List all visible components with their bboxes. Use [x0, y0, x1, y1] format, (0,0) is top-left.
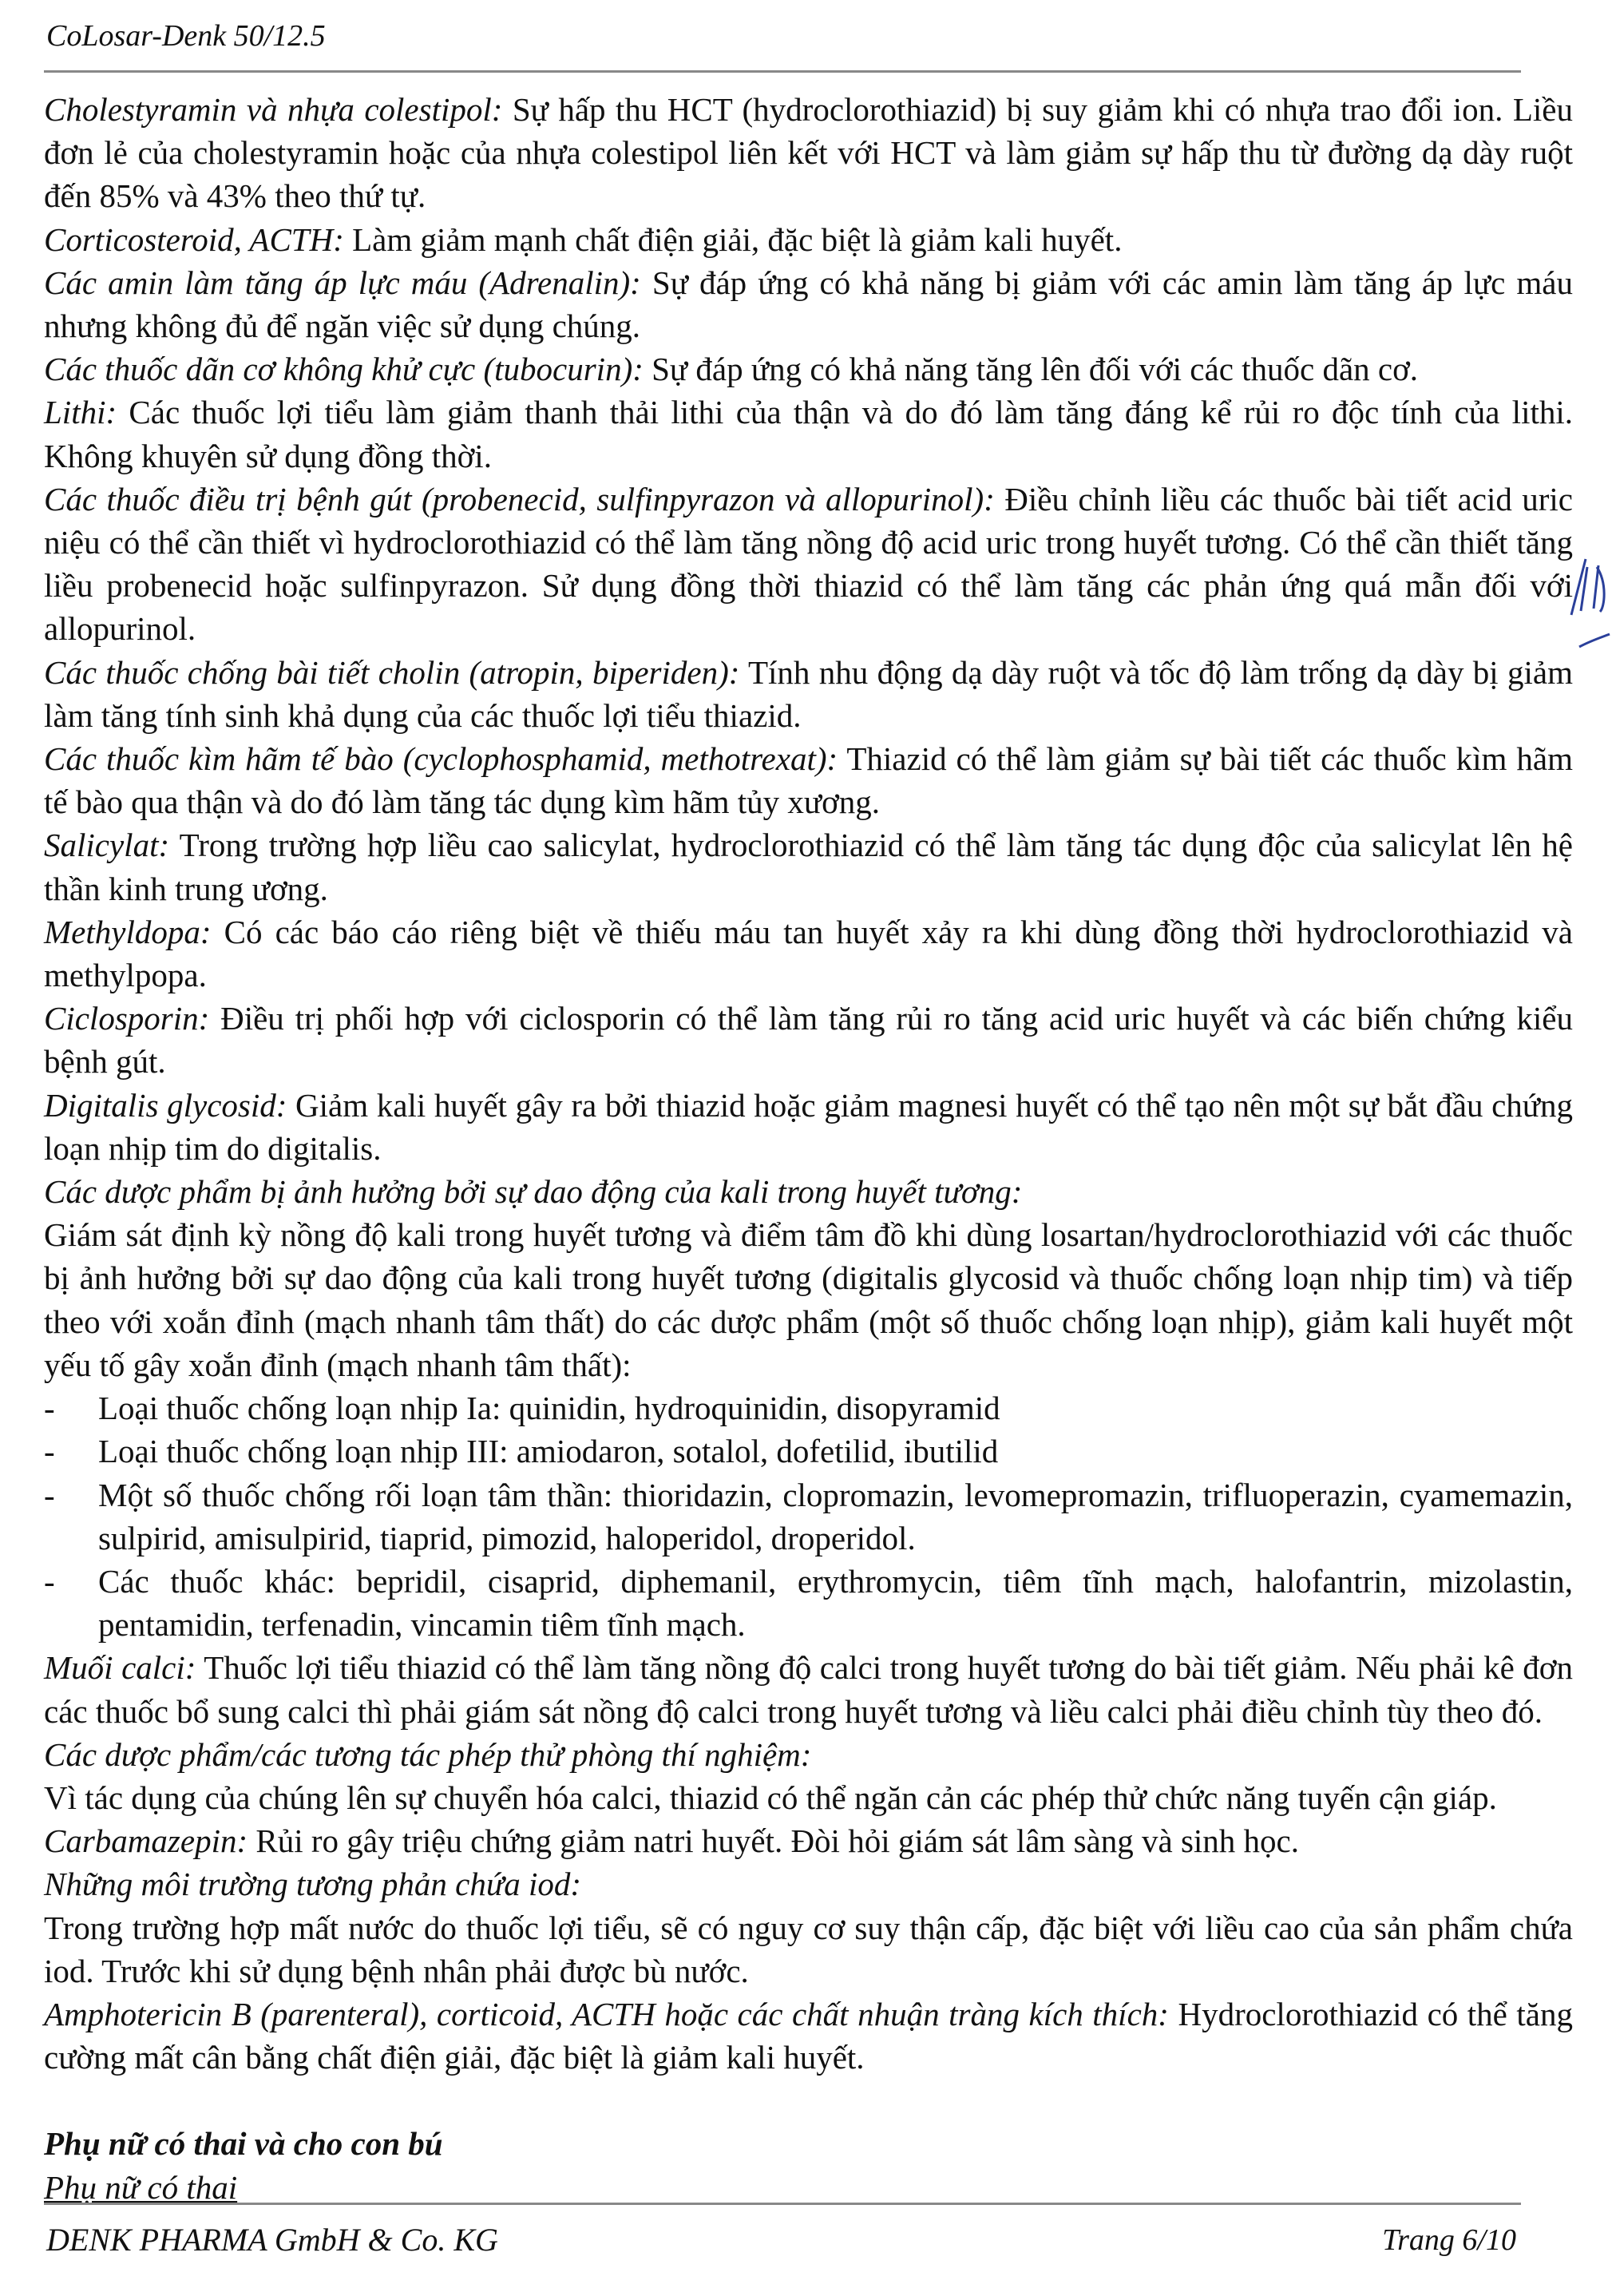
- paragraph-label: Cholestyramin và nhựa colestipol:: [44, 91, 503, 128]
- interaction-paragraph: [44, 910, 1573, 997]
- interaction-paragraph: [44, 478, 1573, 651]
- interaction-paragraph: [44, 261, 1573, 347]
- list-item: [44, 1560, 1573, 1646]
- paragraph-text: Thuốc lợi tiểu thiazid có thể làm tăng nồng độ calci trong huyết tương do bài tiết giảm. Nếu phải kê đơn các thuốc bổ sung calci thì phải giám sát nồng độ calci trong huyết tương và liều calci phải điều chỉnh tùy theo đó.: [44, 1649, 1573, 1730]
- paragraph-text: Giảm kali huyết gây ra bởi thiazid hoặc giảm magnesi huyết có thể tạo nên một sự bắt đầu chứng loạn nhịp tim do digitalis.: [44, 1086, 1574, 1167]
- paragraph-text: Sự đáp ứng có khả năng bị giảm với các amin làm tăng áp lực máu nhưng không đủ để ngăn việc sử dụng chúng.: [44, 264, 1573, 345]
- paragraph-label: Các thuốc dãn cơ không khử cực (tubocurin):: [44, 351, 644, 388]
- paragraph-label: Methyldopa:: [44, 913, 212, 950]
- amphotericin-paragraph: [44, 1993, 1573, 2079]
- carbamazepin-paragraph: [44, 1819, 1573, 1862]
- paragraph-text: Tính nhu động dạ dày ruột và tốc độ làm trống dạ dày bị giảm làm tăng tính sinh khả dụng của các thuốc lợi tiểu thiazid.: [44, 653, 1573, 734]
- iodine-section-heading: Những môi trường tương phản chứa iod:: [44, 1866, 582, 1903]
- paragraph-label: Ciclosporin:: [44, 1000, 210, 1037]
- list-item-text: Loại thuốc chống loạn nhịp III: amiodaron, sotalol, dofetilid, ibutilid: [98, 1433, 999, 1470]
- paragraph-text: Sự đáp ứng có khả năng tăng lên đối với các thuốc dãn cơ.: [643, 351, 1419, 388]
- paragraph-label: Các amin làm tăng áp lực máu (Adrenalin):: [44, 264, 641, 301]
- footer-rule: [44, 2203, 1521, 2205]
- paragraph-label: Corticosteroid, ACTH:: [44, 220, 344, 258]
- paragraph-text: Rủi ro gây triệu chứng giảm natri huyết. Đòi hỏi giám sát lâm sàng và sinh học.: [248, 1822, 1299, 1860]
- interaction-paragraph: [44, 651, 1573, 737]
- list-dash: -: [44, 1433, 55, 1470]
- interaction-paragraph: [44, 737, 1573, 823]
- list-dash: -: [44, 1562, 55, 1600]
- list-item: [44, 1473, 1573, 1560]
- section-spacer: [44, 2079, 1573, 2122]
- paragraph-text: Hydroclorothiazid có thể tăng cường mất cân bằng chất điện giải, đặc biệt là giảm kali huyết.: [44, 1995, 1573, 2076]
- list-item: [44, 1430, 1573, 1473]
- interaction-paragraph: [44, 347, 1573, 391]
- paragraph-label: Carbamazepin:: [44, 1822, 248, 1860]
- interaction-paragraph: [44, 218, 1573, 261]
- lab-test-section-text: Vì tác dụng của chúng lên sự chuyển hóa calci, thiazid có thể ngăn cản các phép thử chức năng tuyến cận giáp.: [44, 1779, 1497, 1816]
- iodine-section-text: Trong trường hợp mất nước do thuốc lợi tiểu, sẽ có nguy cơ suy thận cấp, đặc biệt với liều cao của sản phẩm chứa iod. Trước khi sử dụng bệnh nhân phải được bù nước.: [44, 1909, 1573, 1989]
- list-item-text: Một số thuốc chống rối loạn tâm thần: thioridazin, clopromazin, levomepromazin, trifluoperazin, cyamemazin, sulpirid, amisulpirid, tiaprid, pimozid, haloperidol, droperidol.: [98, 1476, 1573, 1556]
- interaction-paragraph: [44, 1084, 1573, 1170]
- interaction-paragraph: [44, 997, 1573, 1083]
- paragraph-label: Amphotericin B (parenteral), corticoid, ACTH hoặc các chất nhuận tràng kích thích:: [44, 1995, 1169, 2032]
- list-item-text: Loại thuốc chống loạn nhịp Ia: quinidin, hydroquinidin, disopyramid: [98, 1390, 1000, 1427]
- footer-page-number: Trang 6/10: [1382, 2223, 1516, 2257]
- list-dash: -: [44, 1476, 55, 1513]
- paragraph-text: Điều trị phối hợp với ciclosporin có thể làm tăng rủi ro tăng acid uric huyết và các biến chứng kiểu bệnh gút.: [44, 1000, 1573, 1081]
- paragraph-text: Trong trường hợp liều cao salicylat, hydroclorothiazid có thể làm tăng tác dụng độc của salicylat lên hệ thần kinh trung ương.: [44, 827, 1573, 907]
- interaction-paragraph: [44, 391, 1573, 477]
- interaction-paragraph-list: [44, 88, 1573, 1170]
- paragraph-label: Muối calci:: [44, 1649, 196, 1687]
- potassium-section-heading: Các dược phẩm bị ảnh hưởng bởi sự dao động của kali trong huyết tương:: [44, 1173, 1023, 1211]
- footer-company: DENK PHARMA GmbH & Co. KG: [46, 2222, 498, 2258]
- calcium-salt-paragraph: [44, 1646, 1573, 1732]
- paragraph-text: Làm giảm mạnh chất điện giải, đặc biệt là giảm kali huyết.: [343, 220, 1123, 258]
- list-dash: -: [44, 1390, 55, 1427]
- interaction-paragraph: [44, 88, 1573, 218]
- interaction-paragraph: [44, 823, 1573, 910]
- paragraph-text: Sự hấp thu HCT (hydroclorothiazid) bị suy giảm khi có nhựa trao đổi ion. Liều đơn lẻ của cholestyramin hoặc của nhựa colestipol liên kết với HCT và làm giảm sự hấp thu từ đường dạ dày ruột đến 85% và 43% theo thứ tự.: [44, 91, 1573, 215]
- paragraph-text: Các thuốc lợi tiểu làm giảm thanh thải lithi của thận và do đó làm tăng đáng kể rủi ro độc tính của lithi. Không khuyên sử dụng đồng thời.: [44, 394, 1573, 474]
- paragraph-text: Có các báo cáo riêng biệt về thiếu máu tan huyết xảy ra khi dùng đồng thời hydroclorothiazid và methylpopa.: [44, 913, 1573, 994]
- paragraph-label: Digitalis glycosid:: [44, 1086, 287, 1124]
- paragraph-text: Điều chỉnh liều các thuốc bài tiết acid uric niệu có thể cần thiết vì hydroclorothiazid có thể làm tăng nồng độ acid uric trong huyết tương. Có thể cần thiết tăng liều probenecid hoặc sulfinpyrazon. Sử dụng đồng thời thiazid có thể làm tăng các phản ứng quá mẫn đối với allopurinol.: [44, 480, 1573, 648]
- potassium-section-intro: Giám sát định kỳ nồng độ kali trong huyết tương và điểm tâm đồ khi dùng losartan/hydroclorothiazid với các thuốc bị ảnh hưởng bởi sự dao động của kali trong huyết tương (digitalis glycosid và thuốc chống loạn nhịp tim) và tiếp theo với xoắn đỉnh (mạch nhanh tâm thất) do các dược phẩm (một số thuốc chống loạn nhịp), giảm kali huyết một yếu tố gây xoắn đỉnh (mạch nhanh tâm thất):: [44, 1216, 1573, 1383]
- paragraph-label: Các thuốc điều trị bệnh gút (probenecid, sulfinpyrazon và allopurinol):: [44, 480, 995, 517]
- pregnancy-section-title: Phụ nữ có thai và cho con bú: [44, 2125, 443, 2163]
- paragraph-label: Các thuốc chống bài tiết cholin (atropin, biperiden):: [44, 653, 740, 691]
- paragraph-label: Các thuốc kìm hãm tế bào (cyclophosphamid, methotrexat):: [44, 740, 838, 778]
- document-header-title: CoLosar-Denk 50/12.5: [46, 19, 326, 53]
- paragraph-label: Salicylat:: [44, 827, 170, 864]
- list-item-text: Các thuốc khác: bepridil, cisaprid, diphemanil, erythromycin, tiêm tĩnh mạch, halofantrin, mizolastin, pentamidin, terfenadin, vincamin tiêm tĩnh mạch.: [98, 1562, 1573, 1644]
- pregnancy-subsection-title: Phụ nữ có thai: [44, 2168, 238, 2206]
- handwritten-initial-mark: [1563, 551, 1611, 711]
- paragraph-text: Thiazid có thể làm giảm sự bài tiết các thuốc kìm hãm tế bào qua thận và do đó làm tăng tác dụng kìm hãm tủy xương.: [44, 740, 1573, 821]
- document-body: [44, 88, 1573, 2209]
- header-rule: [44, 70, 1521, 73]
- paragraph-label: Lithi:: [44, 394, 117, 431]
- list-item: [44, 1386, 1573, 1430]
- antiarrhythmic-drug-list: [44, 1386, 1573, 1646]
- lab-test-section-heading: Các dược phẩm/các tương tác phép thử phòng thí nghiệm:: [44, 1735, 812, 1773]
